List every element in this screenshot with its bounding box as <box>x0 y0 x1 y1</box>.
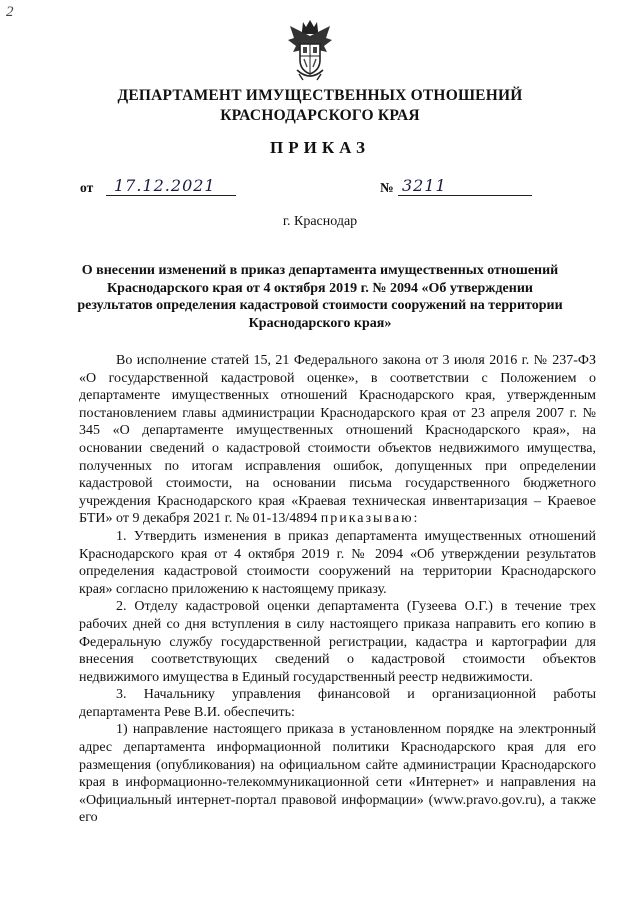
preamble-action: приказываю: <box>320 511 420 527</box>
date-label: от <box>80 180 94 195</box>
number-handwritten: 3211 <box>402 176 447 195</box>
city: г. Краснодар <box>282 214 358 229</box>
preamble-text: Во исполнение статей 15, 21 Федерального закона от 3 июля 2016 г. № 237-ФЗ «О государственной кадастровой оценке», в соответствии с Положением о департаменте имущественных отношений Краснодарского края, утвержденным постановлением главы администрации Краснодарского края от 23 апреля 2007 г. № 345 «О департаменте имущественных отношений Краснодарского края», на основании сведений о кадастровой стоимости объектов недвижимого имущества, полученных по итогам исправления ошибок, допущенных при определении кадастровой стоимости, на основании письма государственного бюджетного учреждения Краснодарского края «Краевая техническая инвентаризация – Краевое БТИ» от 9 декабря 2021 г. № 01-13/4894 <box>79 353 596 527</box>
order-title: ПРИКАЗ <box>270 138 370 157</box>
department-line-2: КРАСНОДАРСКОГО КРАЯ <box>220 107 420 124</box>
coat-of-arms-emblem <box>285 18 335 82</box>
department-name <box>0 86 640 126</box>
corner-mark: 2 <box>6 4 14 20</box>
date-handwritten: 17.12.2021 <box>114 176 216 195</box>
preamble-paragraph <box>79 352 596 528</box>
department-line-1: ДЕПАРТАМЕНТ ИМУЩЕСТВЕННЫХ ОТНОШЕНИЙ <box>117 87 523 104</box>
item-1: 1. Утвердить изменения в приказ департамента имущественных отношений Краснодарского края от 4 октября 2019 г. № 2094 «Об утверждении результатов определения кадастровой стоимости сооружений на территории Краснодарского края» согласно приложению к настоящему приказу. <box>79 528 596 597</box>
date-number-row <box>80 175 560 199</box>
item-3: 3. Начальнику управления финансовой и организационной работы департамента Реве В.И. обеспечить: <box>79 687 596 720</box>
order-body <box>79 352 596 827</box>
number-label: № <box>380 180 394 195</box>
item-2: 2. Отделу кадастровой оценки департамента (Гузеева О.Г.) в течение трех рабочих дней со дня вступления в силу настоящего приказа направить его копию в Федеральную службу государственной регистрации, кадастра и картографии для внесения соответствующих сведений о кадастровой стоимости объектов недвижимого имущества в Единый государственный реестр недвижимости. <box>79 599 596 685</box>
order-subject: О внесении изменений в приказ департамента имущественных отношений Краснодарского края от 4 октября 2019 г. № 2094 «Об утверждении результатов определения кадастровой стоимости сооружений на территории Краснодарского края» <box>77 263 563 331</box>
item-3-1: 1) направление настоящего приказа в установленном порядке на электронный адрес департамента информационной политики Краснодарского края для его размещения (опубликования) на официальном сайте администрации Краснодарского края в информационно-телекоммуникационной сети «Интернет» и направления на «Официальный интернет-портал правовой информации» (www.pravo.gov.ru), а также его <box>79 722 596 826</box>
